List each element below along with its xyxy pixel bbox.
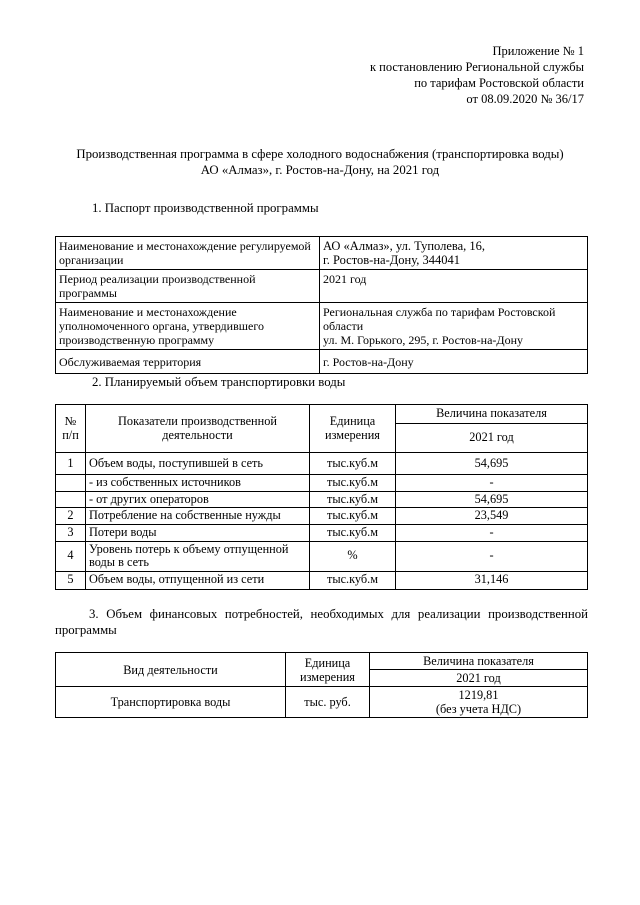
title-line-1: Производственная программа в сфере холодного водоснабжения (транспортировка воды) — [76, 147, 564, 161]
row-unit: тыс.куб.м — [310, 571, 396, 589]
table-row — [56, 350, 588, 374]
header-num: № п/п — [56, 405, 86, 453]
value-line: (без учета НДС) — [435, 702, 522, 716]
header-value: Величина показателя — [370, 653, 588, 670]
value-line: г. Ростов-на-Дону, 344041 — [323, 253, 460, 267]
passport-label: Наименование и местонахождение уполномоченного органа, утвердившего производственную программу — [56, 303, 320, 350]
value-line: ул. М. Горького, 295, г. Ростов-на-Дону — [323, 333, 523, 347]
annex-line-3: по тарифам Ростовской области — [414, 76, 584, 90]
table-row — [56, 541, 588, 571]
header-indicator: Показатели производственной деятельности — [86, 405, 310, 453]
row-value — [370, 687, 588, 718]
row-num: 5 — [56, 571, 86, 589]
row-unit: тыс.куб.м — [310, 525, 396, 542]
row-unit: тыс.куб.м — [310, 491, 396, 508]
row-num: 4 — [56, 541, 86, 571]
passport-value: 2021 год — [320, 270, 588, 303]
table-row — [56, 491, 588, 508]
row-value: 54,695 — [396, 491, 588, 508]
table-header-row — [56, 653, 588, 670]
document-title — [40, 146, 600, 178]
passport-label: Период реализации производственной программы — [56, 270, 320, 303]
row-unit: тыс.куб.м — [310, 508, 396, 525]
row-unit: тыс.куб.м — [310, 453, 396, 475]
volume-table — [55, 404, 588, 590]
row-indicator: - из собственных источников — [86, 475, 310, 492]
row-num — [56, 491, 86, 508]
row-unit: тыс. руб. — [286, 687, 370, 718]
header-activity: Вид деятельности — [56, 653, 286, 687]
row-value: - — [396, 541, 588, 571]
row-indicator: Объем воды, поступившей в сеть — [86, 453, 310, 475]
table-row — [56, 571, 588, 589]
table-row — [56, 525, 588, 542]
passport-value: г. Ростов-на-Дону — [320, 350, 588, 374]
passport-label: Обслуживаемая территория — [56, 350, 320, 374]
header-year: 2021 год — [396, 424, 588, 453]
table-row — [56, 453, 588, 475]
header-unit: Единица измерения — [310, 405, 396, 453]
header-year: 2021 год — [370, 670, 588, 687]
header-value: Величина показателя — [396, 405, 588, 424]
passport-table — [55, 236, 588, 374]
row-unit: тыс.куб.м — [310, 475, 396, 492]
table-row — [56, 237, 588, 270]
header-unit: Единица измерения — [286, 653, 370, 687]
table-row — [56, 303, 588, 350]
annex-block — [370, 43, 584, 107]
annex-line-1: Приложение № 1 — [492, 44, 584, 58]
row-value: 54,695 — [396, 453, 588, 475]
row-num — [56, 475, 86, 492]
passport-label: Наименование и местонахождение регулируемой организации — [56, 237, 320, 270]
finance-table — [55, 652, 588, 718]
row-activity: Транспортировка воды — [56, 687, 286, 718]
table-row — [56, 270, 588, 303]
row-indicator: - от других операторов — [86, 491, 310, 508]
table-row — [56, 475, 588, 492]
table-row — [56, 687, 588, 718]
value-line: 1219,81 — [458, 688, 499, 702]
row-value: - — [396, 475, 588, 492]
passport-value — [320, 237, 588, 270]
section3-heading: 3. Объем финансовых потребностей, необходимых для реализации производственной программы — [55, 607, 588, 637]
value-line: Региональная служба по тарифам Ростовской области — [323, 305, 556, 333]
row-num: 1 — [56, 453, 86, 475]
annex-line-2: к постановлению Региональной службы — [369, 60, 584, 74]
row-indicator: Объем воды, отпущенной из сети — [86, 571, 310, 589]
value-line: АО «Алмаз», ул. Туполева, 16, — [323, 239, 486, 253]
row-value: 23,549 — [396, 508, 588, 525]
row-value: - — [396, 525, 588, 542]
section2-heading: 2. Планируемый объем транспортировки воды — [92, 375, 346, 389]
row-indicator: Уровень потерь к объему отпущенной воды в сеть — [86, 541, 310, 571]
row-indicator: Потребление на собственные нужды — [86, 508, 310, 525]
row-num: 3 — [56, 525, 86, 542]
annex-line-4: от 08.09.2020 № 36/17 — [466, 92, 584, 106]
section1-heading: 1. Паспорт производственной программы — [92, 201, 319, 215]
table-row — [56, 508, 588, 525]
row-value: 31,146 — [396, 571, 588, 589]
passport-value — [320, 303, 588, 350]
title-line-2: АО «Алмаз», г. Ростов-на-Дону, на 2021 год — [200, 163, 440, 177]
row-num: 2 — [56, 508, 86, 525]
row-unit: % — [310, 541, 396, 571]
table-header-row — [56, 405, 588, 424]
row-indicator: Потери воды — [86, 525, 310, 542]
